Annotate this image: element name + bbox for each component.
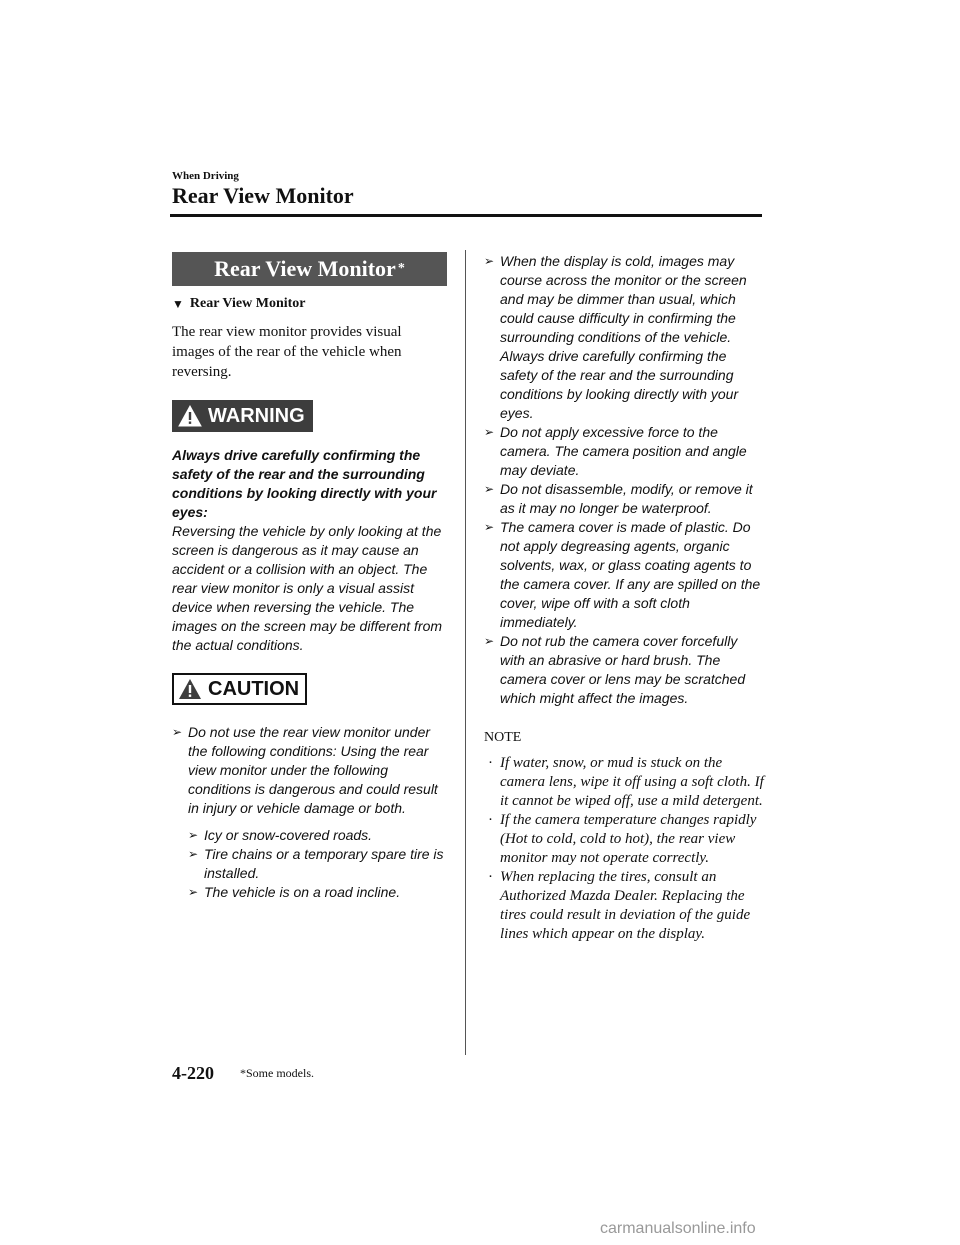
warning-triangle-icon: [178, 405, 202, 427]
dot-bullet-icon: ·: [488, 755, 493, 771]
list-item: ➢ The camera cover is made of plastic. Do not apply degreasing agents, organic solvents, wax, or glass coating agents to the camera cover. If any are spilled on the cover, wipe off with a soft cloth immediately.: [484, 519, 761, 630]
dot-bullet-icon: ·: [488, 869, 493, 885]
intro-text: The rear view monitor provides visual images of the rear of the vehicle when reversing.: [172, 324, 402, 380]
list-item: ➢ Tire chains or a temporary spare tire is installed.: [188, 846, 444, 881]
caution-sub-list: [188, 826, 447, 902]
list-item: · When replacing the tires, consult an Authorized Mazda Dealer. Replacing the tires could result in deviation of the guide lines which appear on the display.: [488, 869, 751, 942]
list-item: ➢ Do not apply excessive force to the camera. The camera position and angle may deviate.: [484, 424, 747, 478]
caution-triangle-icon: [178, 678, 202, 700]
list-item: ➢ Do not disassemble, modify, or remove it as it may no longer be waterproof.: [484, 481, 753, 516]
list-item: ➢ Do not use the rear view monitor under the following conditions: Using the rear view monitor under the following conditions is dangerous and could result in injury or vehicle damage or both.: [172, 724, 438, 816]
arrow-bullet-icon: ➢: [484, 520, 495, 534]
arrow-bullet-icon: ➢: [484, 425, 495, 439]
list-item: · If water, snow, or mud is stuck on the camera lens, wipe it off using a soft cloth. If it cannot be wiped off, use a mild detergent.: [488, 755, 764, 809]
arrow-bullet-icon: ➢: [484, 634, 495, 648]
warning-label: WARNING: [208, 404, 305, 427]
list-item: · If the camera temperature changes rapidly (Hot to cold, cold to hot), the rear view monitor may not operate correctly.: [488, 812, 757, 866]
arrow-bullet-icon: ➢: [188, 885, 199, 899]
column-divider: [465, 250, 466, 1055]
caution-badge: [172, 673, 307, 705]
note-heading: NOTE: [484, 730, 522, 745]
section-label: When Driving: [172, 170, 239, 182]
subheading-text: Rear View Monitor: [189, 296, 306, 311]
note-list: [484, 754, 764, 944]
arrow-bullet-icon: ➢: [172, 725, 183, 739]
warning-text: Reversing the vehicle by only looking at the screen is dangerous as it may cause an accident or a collision with an object. The rear view monitor is only a visual assist device when reversing the vehicle. The images on the screen may be different from the actual conditions.: [172, 523, 443, 653]
banner-mark: *: [397, 261, 405, 276]
arrow-bullet-icon: ➢: [484, 254, 495, 268]
list-item: ➢ Do not rub the camera cover forcefully with an abrasive or hard brush. The camera cover or lens may be scratched which might affect the images.: [484, 633, 746, 706]
caution-wrapper: [172, 673, 447, 705]
arrow-bullet-icon: ➢: [188, 828, 199, 842]
dot-bullet-icon: ·: [488, 812, 493, 828]
warning-bold: Always drive carefully confirming the safety of the rear and the surrounding conditions by looking directly with your eyes:: [172, 447, 437, 520]
footnote: *Some models.: [240, 1066, 314, 1080]
page-title: Rear View Monitor: [172, 183, 354, 208]
left-column: [172, 252, 447, 902]
warning-block: [172, 446, 447, 655]
warning-badge: [172, 400, 313, 432]
list-item: ➢ When the display is cold, images may course across the monitor or the screen and may be dimmer than usual, which could cause difficulty in confirming the surrounding conditions of the vehicle. Always drive carefully confirming the safety of the rear and the surrounding conditions by looking directly with your eyes.: [484, 253, 747, 421]
list-item: ➢ Icy or snow-covered roads.: [188, 827, 373, 843]
subheading: [172, 296, 447, 312]
caution-list: [172, 723, 447, 818]
arrow-bullet-icon: ➢: [188, 847, 199, 861]
section-banner: [172, 252, 447, 286]
caution-continued-list: [484, 252, 764, 708]
watermark: carmanualsonline.info: [600, 1220, 756, 1237]
triangle-down-icon: ▼: [172, 296, 184, 311]
title-rule: [170, 214, 762, 217]
caution-label: CAUTION: [208, 677, 300, 700]
right-column: [484, 252, 764, 944]
arrow-bullet-icon: ➢: [484, 482, 495, 496]
list-item: ➢ The vehicle is on a road incline.: [188, 884, 401, 900]
banner-title: Rear View Monitor: [214, 256, 396, 281]
page-number: 4-220: [172, 1063, 214, 1083]
